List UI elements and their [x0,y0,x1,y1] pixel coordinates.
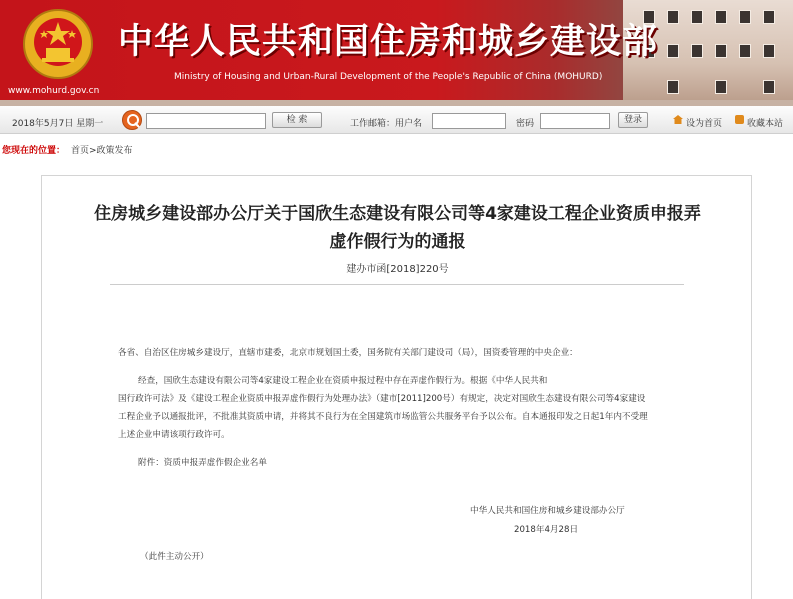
document-number: 建办市函[2018]220号 [346,264,449,275]
article-title [42,200,753,256]
favorite-icon [735,115,744,124]
ministry-title-en: Ministry of Housing and Urban-Rural Development of the People's Republic of China (MOHURD) [174,72,603,82]
signature-org: 中华人民共和国住房和城乡建设部办公厅 [470,506,625,516]
home-icon [673,115,683,124]
breadcrumb-path[interactable]: 首页>政策发布 [71,146,133,156]
publication-note: （此件主动公开） [140,552,209,562]
attachment-link[interactable]: 附件：资质申报弄虚作假企业名单 [138,458,267,468]
title-divider [110,284,684,285]
email-username-label: 工作邮箱：用户名 [350,119,423,129]
search-icon[interactable] [122,110,142,130]
site-banner [0,0,793,106]
article-panel [41,175,752,599]
password-input[interactable] [540,113,610,129]
top-toolbar [0,106,793,134]
breadcrumb-label: 您现在的位置： [2,146,66,156]
password-label: 密码 [516,119,535,129]
article-title-line1: 住房城乡建设部办公厅关于国欣生态建设有限公司等4家建设工程企业资质申报弄 [94,204,701,224]
search-button[interactable]: 检 索 [272,112,322,128]
paragraph-line: 经查，国欣生态建设有限公司等4家建设工程企业在资质申报过程中存在弄虚作假行为。根据《中华人民共和 [138,376,548,386]
login-button[interactable]: 登录 [618,112,648,128]
signature-date: 2018年4月28日 [514,525,579,535]
ministry-title-cn: 中华人民共和国住房和城乡建设部 [118,22,659,62]
paragraph-line: 工程企业予以通报批评，不批准其资质申请，并将其不良行为在全国建筑市场监管公共服务平台予以公布。自本通报印发之日起1年内不受理 [118,412,648,422]
national-emblem-icon [22,8,94,80]
paragraph-line: 国行政许可法》及《建设工程企业资质申报弄虚作假行为处理办法》（建市[2011]200号）有规定，决定对国欣生态建设有限公司等4家建设 [118,394,646,404]
add-favorite-link[interactable]: 收藏本站 [747,119,784,129]
salutation: 各省、自治区住房城乡建设厅，直辖市建委，北京市规划国土委，国务院有关部门建设司（局），国资委管理的中央企业： [118,348,578,358]
current-date: 2018年5月7日 星期一 [12,119,104,129]
username-input[interactable] [432,113,506,129]
set-homepage-link[interactable]: 设为首页 [686,119,723,129]
site-url[interactable]: www.mohurd.gov.cn [8,86,100,96]
paragraph-line: 上述企业申请该项行政许可。 [118,430,230,440]
article-title-line2: 虚作假行为的通报 [329,232,466,252]
breadcrumb [0,141,793,157]
search-input[interactable] [146,113,266,129]
